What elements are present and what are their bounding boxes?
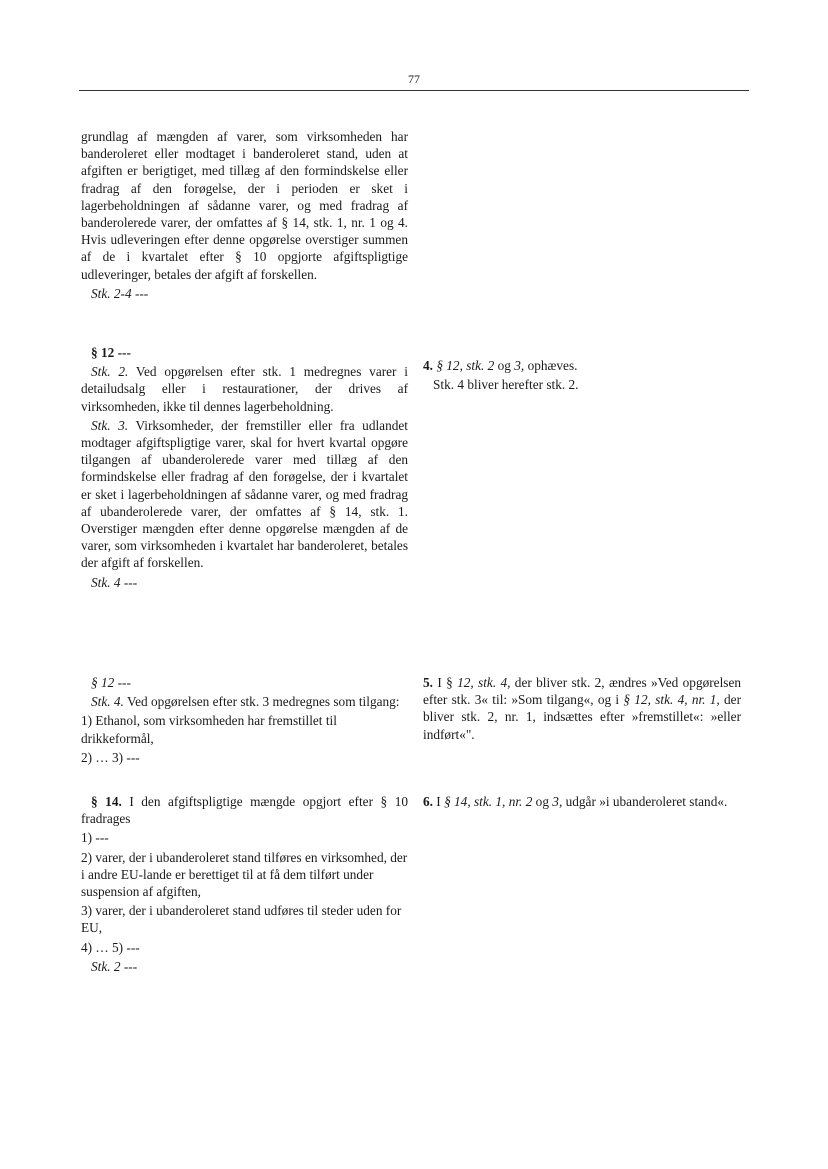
amendment-4-ref: § 12, stk. 2	[436, 358, 495, 373]
section-12-heading-2: § 12 ---	[91, 675, 131, 690]
section-14	[81, 793, 408, 977]
stk-4-text: Ved opgørelsen efter stk. 3 medregnes som tilgang:	[126, 694, 400, 710]
amendment-5-paragraph	[423, 674, 741, 743]
amendment-6-ref-2: 3,	[552, 794, 563, 809]
section-14-stk-2: Stk. 2 ---	[91, 958, 138, 974]
amendment-5-text-2: der bliver stk. 2, ændres »Ved opgørelsen efter stk. 3« til: »Som tilgang«, og i	[423, 675, 741, 708]
amendment-5-text-1: I §	[432, 675, 458, 690]
stk-2-4-line: Stk. 2-4 ---	[91, 285, 149, 301]
stk-4-item-2: 2) … 3) ---	[81, 749, 140, 765]
amendment-6-text-2: og	[532, 794, 553, 809]
amendment-5	[423, 674, 741, 745]
amendment-5-text-3: der bliver stk. 2, nr. 1, indsættes efter »fremstillet«: »eller indført«".	[423, 692, 742, 742]
amendment-5-ref-2: § 12, stk. 4, nr. 1,	[623, 692, 720, 708]
section-14-item-1: 1) ---	[81, 830, 109, 846]
stk-4-item-1: 1) Ethanol, som virksomheden har fremstillet til drikkeformål,	[81, 713, 337, 746]
stk-4-label: Stk. 4.	[91, 694, 124, 710]
amendment-4-number: 4.	[423, 358, 433, 373]
amendment-6-text-1: I	[432, 794, 445, 809]
stk-2-paragraph	[81, 363, 408, 415]
section-14-heading: § 14.	[91, 794, 122, 809]
section-14-item-3: 3) varer, der i ubanderoleret stand udføres til steder uden for EU,	[81, 903, 402, 936]
stk-3-paragraph	[81, 417, 408, 572]
amendment-6-ref-1: § 14, stk. 1, nr. 2	[444, 794, 533, 809]
amendment-4-rest: ophæves.	[524, 358, 578, 373]
stk-2-text: Ved opgørelsen efter stk. 1 medregnes varer i detailudsalg eller i restaurationer, der drives af virksomheden, ikke til dennes lagerbeholdning.	[81, 364, 408, 414]
amendment-4-line	[423, 357, 741, 374]
amendment-4	[423, 357, 741, 395]
amendment-6	[423, 793, 741, 812]
amendment-5-ref-1: 12, stk. 4,	[457, 675, 511, 690]
stk-2-label: Stk. 2.	[91, 364, 129, 380]
section-12-heading: § 12 ---	[91, 345, 131, 360]
stk-4-paragraph	[81, 693, 408, 710]
amendment-4-ref2: 3,	[514, 358, 525, 373]
amendment-6-text-3: udgår »i ubanderoleret stand«.	[562, 794, 728, 809]
stk-4-line: Stk. 4 ---	[91, 574, 138, 590]
section-14-item-4: 4) … 5) ---	[81, 939, 140, 955]
amendment-6-number: 6.	[423, 794, 433, 809]
section-14-item-2: 2) varer, der i ubanderoleret stand tilføres en virksomhed, der i andre EU-lande er berettiget til at få dem tilført under suspension af afgiften,	[81, 849, 408, 900]
amendment-4-og: og	[494, 358, 515, 373]
section-14-text: I den afgiftspligtige mængde opgjort efter § 10 fradrages	[81, 794, 408, 827]
continuation-section	[81, 128, 408, 304]
page-number: 77	[408, 72, 420, 86]
section-12-current	[81, 344, 408, 593]
section-12-stk4	[81, 674, 408, 768]
amendment-6-paragraph	[423, 793, 741, 810]
amendment-5-number: 5.	[423, 675, 433, 690]
stk-3-text: Virksomheder, der fremstiller eller fra udlandet modtager afgiftspligtige varer, skal for hvert kvartal opgøre tilgangen af ubanderolerede varer med tillæg af den formindskelse eller fradrag af den forøgelse, der i kvartalet er sket i lagerbeholdningen af sådanne varer, og med fradrag af ubanderolerede varer, der omfattes af § 14, stk. 1. Overstiger mængden efter denne opgørelse mængden af de varer, som virksomheden i kvartalet har banderoleret, betales der afgift af forskellen.	[81, 417, 408, 571]
section-14-paragraph	[81, 793, 408, 827]
stk-3-label: Stk. 3.	[91, 417, 129, 433]
continuation-paragraph: grundlag af mængden af varer, som virksomheden har banderoleret eller modtaget i banderoleret stand, uden at afgiften er berigtiget, med tillæg af den formindskelse eller fradrag af den forøgelse, der i perioden er sket i lagerbeholdningen af sådanne varer, og med fradrag af banderolerede varer, der omfattes af § 14, stk. 1, nr. 1 og 4. Hvis udleveringen efter denne opgørelse overstiger summen af de i kvartalet efter § 10 opgjorte afgiftspligtige udleveringer, betales der afgift af forskellen.	[81, 129, 408, 282]
header-rule	[79, 90, 749, 91]
amendment-4-line2: Stk. 4 bliver herefter stk. 2.	[433, 377, 579, 393]
